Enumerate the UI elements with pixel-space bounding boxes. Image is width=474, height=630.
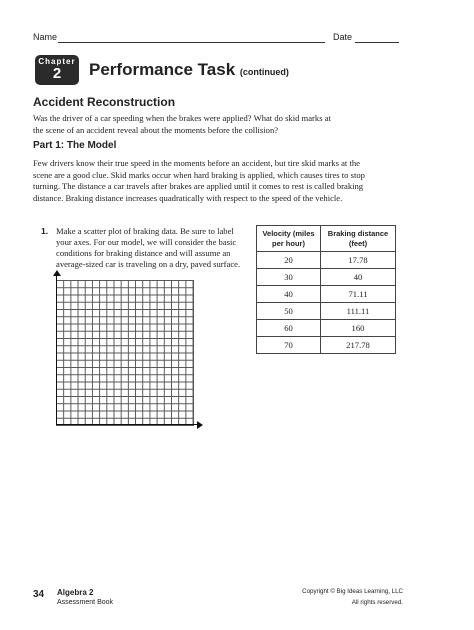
table-row (257, 286, 396, 303)
distance-cell: 111.11 (321, 303, 396, 320)
table-row (257, 269, 396, 286)
table-row (257, 303, 396, 320)
velocity-cell: 20 (257, 252, 321, 269)
distance-cell: 40 (321, 269, 396, 286)
velocity-cell: 40 (257, 286, 321, 303)
question-text: Make a scatter plot of braking data. Be sure to label your axes. For our model, we will consider the basic conditions for braking distance and will assume an average-sized car is traveling on a dry, paved surface. (56, 226, 241, 269)
velocity-cell: 70 (257, 337, 321, 354)
chapter-label: Chapter (38, 57, 76, 66)
book-title: Algebra 2 (57, 588, 94, 597)
velocity-cell: 60 (257, 320, 321, 337)
book-subtitle: Assessment Book (57, 599, 114, 606)
question-number: 1. (41, 226, 49, 236)
model-paragraph: Few drivers know their true speed in the moments before an accident, but tire skid marks at the scene are a good clue. Skid marks occur when hard braking is applied, which causes tires to stop turning. The distance a car travels after brakes are applied until it comes to rest is called braking distance. Braking distance increases quadratically with respect to the speed of the vehicle. (33, 158, 365, 203)
x-axis-arrow-icon (197, 421, 203, 429)
rights-text: All rights reserved. (351, 599, 403, 606)
distance-cell: 71.11 (321, 286, 396, 303)
velocity-cell: 30 (257, 269, 321, 286)
title-sub: (continued) (239, 67, 289, 77)
name-label: Name (33, 32, 58, 42)
x-axis (56, 424, 199, 425)
table-row (257, 337, 396, 354)
y-axis-arrow-icon (53, 270, 61, 276)
table-row (257, 252, 396, 269)
page-title (89, 60, 289, 80)
copyright-text: Copyright © Big Ideas Learning, LLC (302, 588, 403, 595)
table-row (257, 320, 396, 337)
graph-grid[interactable] (56, 280, 194, 426)
intro-paragraph: Was the driver of a car speeding when the brakes were applied? What do skid marks at the scene of an accident reveal about the moments before the collision? (33, 113, 331, 135)
y-axis (56, 272, 57, 425)
title-main: Performance Task (89, 60, 236, 79)
chapter-number: 2 (52, 65, 62, 82)
date-field-line[interactable] (355, 42, 399, 43)
date-label: Date (333, 32, 353, 42)
chapter-badge (35, 55, 79, 85)
table-header-row (257, 226, 396, 252)
braking-data-table (256, 225, 396, 354)
distance-cell: 160 (321, 320, 396, 337)
header-braking-distance: Braking distance (feet) (321, 226, 396, 252)
distance-cell: 217.78 (321, 337, 396, 354)
distance-cell: 17.78 (321, 252, 396, 269)
name-field-line[interactable] (58, 42, 325, 43)
section-title: Accident Reconstruction (33, 95, 176, 109)
velocity-cell: 50 (257, 303, 321, 320)
header-velocity: Velocity (miles per hour) (257, 226, 321, 252)
part-title: Part 1: The Model (33, 140, 117, 151)
page-number: 34 (33, 589, 45, 600)
